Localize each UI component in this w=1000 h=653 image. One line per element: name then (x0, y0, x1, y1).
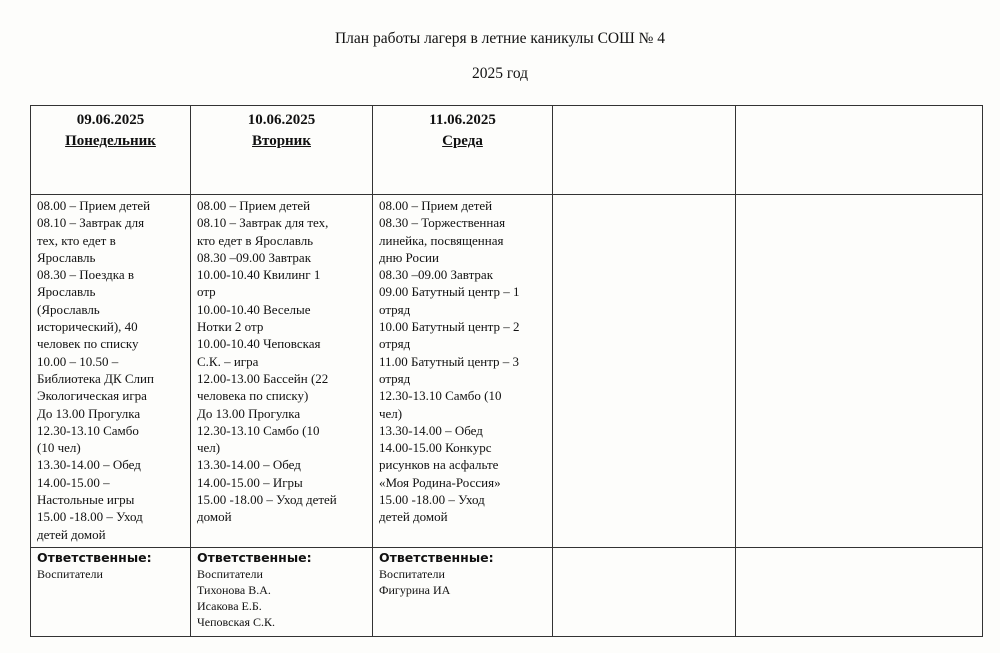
responsible-name: Воспитатели (37, 567, 103, 581)
activity-line: С.К. – игра (197, 353, 259, 369)
empty-activities-cell (553, 195, 736, 548)
activity-line: 08.10 – Завтрак для (37, 215, 145, 231)
activity-line: Нотки 2 отр (197, 319, 264, 335)
document-title: План работы лагеря в летние каникулы СОШ № 4 (334, 30, 666, 47)
activity-line: 11.00 Батутный центр – 3 (379, 353, 520, 369)
activity-line: чел) (197, 440, 221, 456)
activity-line: 12.30-13.10 Самбо (10 (379, 388, 502, 404)
day-weekday: Среда (442, 133, 483, 149)
responsible-cell (31, 548, 191, 637)
activities-cell (373, 195, 553, 548)
responsible-row (31, 548, 983, 637)
activity-line: 10.00 – 10.50 – (37, 353, 119, 369)
activity-line: Экологическая игра (37, 388, 147, 404)
activity-line: чел) (379, 405, 403, 421)
activity-line: Настольные игры (37, 492, 135, 508)
day-weekday: Вторник (252, 133, 311, 149)
activity-line: 08.30 –09.00 Завтрак (379, 267, 494, 283)
empty-responsible-cell (553, 548, 736, 637)
responsible-name: Воспитатели (379, 567, 445, 581)
activities-row (31, 195, 983, 548)
empty-header-cell (553, 106, 736, 195)
activity-line: тех, кто едет в (37, 232, 116, 248)
activity-line: отр (197, 284, 216, 300)
activity-line: кто едет в Ярославль (197, 232, 314, 248)
activity-line: 12.00-13.00 Бассейн (22 (197, 370, 329, 386)
activity-line: детей домой (37, 526, 106, 542)
activity-line: 13.30-14.00 – Обед (37, 457, 141, 473)
responsible-label: Ответственные: (37, 550, 152, 565)
activity-line: 14.00-15.00 Конкурс (379, 440, 492, 456)
activity-line: (10 чел) (37, 440, 81, 456)
activity-line: 10.00-10.40 Чеповская (197, 336, 321, 352)
responsible-cell (191, 548, 373, 637)
activity-line: линейка, посвященная (379, 232, 504, 248)
empty-activities-cell (736, 195, 983, 548)
activity-line: детей домой (379, 509, 448, 525)
activity-line: «Моя Родина-Россия» (379, 474, 501, 490)
activity-line: 08.10 – Завтрак для тех, (197, 215, 329, 231)
responsible-name: Исакова Е.Б. (197, 599, 262, 613)
activity-line: рисунков на асфальте (379, 457, 499, 473)
day-weekday: Понедельник (65, 133, 156, 149)
activity-line: 10.00-10.40 Квилинг 1 (197, 267, 321, 283)
activity-line: Ярославль (37, 249, 96, 265)
activities-cell (31, 195, 191, 548)
activity-line: 08.30 –09.00 Завтрак (197, 249, 312, 265)
activity-line: 14.00-15.00 – Игры (197, 474, 303, 490)
activity-line: 15.00 -18.00 – Уход (379, 492, 485, 508)
activity-line: 12.30-13.10 Самбо (10 (197, 422, 320, 438)
day-date: 11.06.2025 (429, 112, 496, 128)
activity-line: 10.00-10.40 Веселые (197, 301, 311, 317)
day-header-cell (31, 106, 191, 195)
activity-line: До 13.00 Прогулка (197, 405, 301, 421)
responsible-name: Воспитатели (197, 567, 263, 581)
activity-line: 08.00 – Прием детей (197, 198, 311, 213)
activity-line: Библиотека ДК Слип (37, 370, 154, 386)
activity-line: отряд (379, 336, 411, 352)
activity-line: 08.00 – Прием детей (37, 198, 151, 213)
activity-line: Ярославль (37, 284, 96, 300)
activity-line: отряд (379, 301, 411, 317)
activity-line: 10.00 Батутный центр – 2 (379, 319, 520, 335)
activity-line: 13.30-14.00 – Обед (379, 422, 483, 438)
responsible-name: Фигурина ИА (379, 583, 451, 597)
responsible-name: Тихонова В.А. (197, 583, 271, 597)
responsible-label: Ответственные: (379, 550, 494, 565)
responsible-label: Ответственные: (197, 550, 312, 565)
activity-line: дню Росии (379, 249, 439, 265)
responsible-cell (373, 548, 553, 637)
activities-cell (191, 195, 373, 548)
responsible-name: Чеповская С.К. (197, 615, 275, 629)
activity-line: До 13.00 Прогулка (37, 405, 141, 421)
activity-line: 09.00 Батутный центр – 1 (379, 284, 520, 300)
activity-line: человека по списку) (197, 388, 309, 404)
day-header-cell (191, 106, 373, 195)
activity-line: 08.30 – Поездка в (37, 267, 135, 283)
activity-line: домой (197, 509, 232, 525)
activity-line: 14.00-15.00 – (37, 474, 110, 490)
activity-line: 13.30-14.00 – Обед (197, 457, 301, 473)
activity-line: отряд (379, 370, 411, 386)
day-date: 09.06.2025 (76, 112, 145, 128)
activity-line: 15.00 -18.00 – Уход детей (197, 492, 337, 508)
day-header-cell (373, 106, 553, 195)
day-date: 10.06.2025 (247, 112, 316, 128)
activity-line: 15.00 -18.00 – Уход (37, 509, 143, 525)
activity-line: 12.30-13.10 Самбо (37, 422, 139, 438)
document-year: 2025 год (471, 65, 529, 82)
table-header-row (31, 106, 983, 195)
activity-line: (Ярославль (37, 301, 100, 317)
activity-line: исторический), 40 (37, 319, 138, 335)
empty-responsible-cell (736, 548, 983, 637)
schedule-table (30, 105, 983, 637)
activity-line: человек по списку (37, 336, 139, 352)
empty-header-cell (736, 106, 983, 195)
activity-line: 08.00 – Прием детей (379, 198, 493, 213)
activity-line: 08.30 – Торжественная (379, 215, 506, 231)
